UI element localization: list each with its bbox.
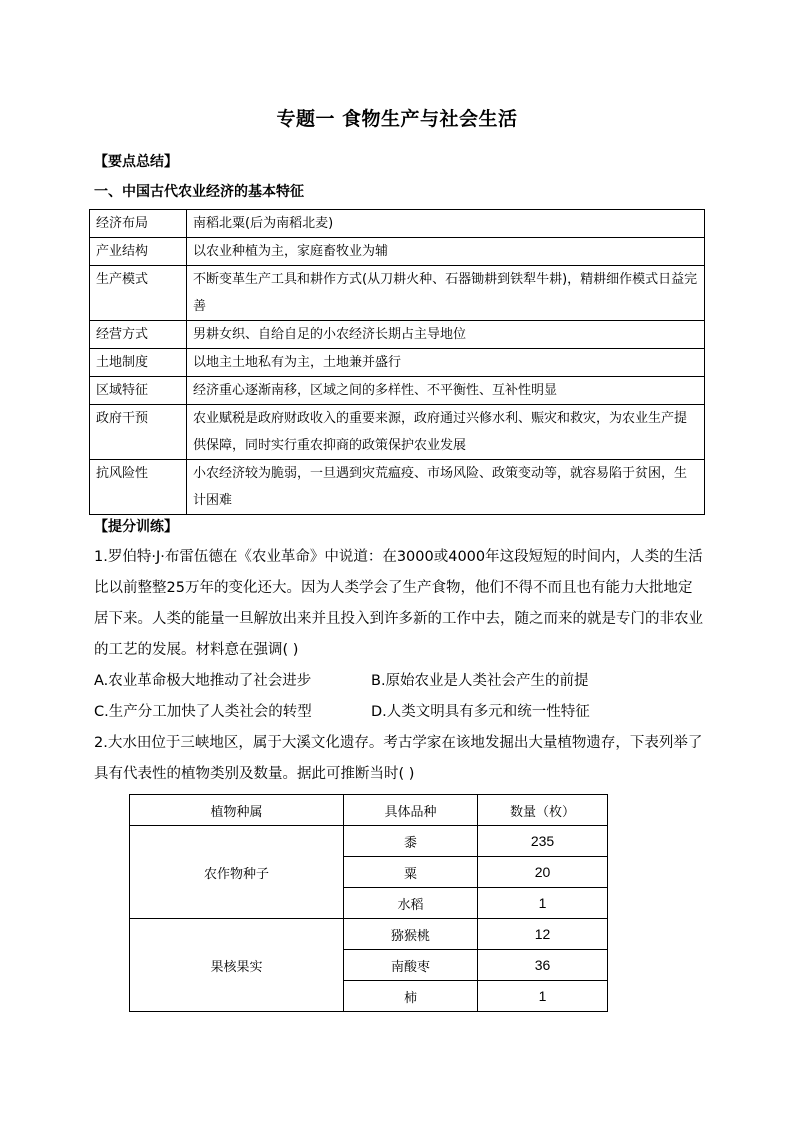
plant-table xyxy=(129,794,608,1012)
question-1 xyxy=(94,542,706,728)
question-stem: 1.罗伯特·J·布雷伍德在《农业革命》中说道：在3000或4000年这段短短的时间内，人类的生活比以前整整25万年的变化还大。因为人类学会了生产食物，他们不得不而且也有能力大批地定居下来。人类的能量一旦解放出来并且投入到许多新的工作中去，随之而来的就是专门的非农业的工艺的发展。材料意在强调( ) xyxy=(94,549,703,658)
option-a: A.农业革命极大地推动了社会进步 xyxy=(94,673,312,689)
table-row xyxy=(130,919,608,950)
category-cell: 果核果实 xyxy=(130,919,344,1012)
variety-cell: 粟 xyxy=(344,857,478,888)
summary-label: 【要点总结】 xyxy=(94,154,178,170)
practice-label: 【提分训练】 xyxy=(94,519,178,535)
page-title: 专题一 食物生产与社会生活 xyxy=(276,108,518,130)
category-cell: 农作物种子 xyxy=(130,826,344,919)
column-header: 具体品种 xyxy=(344,795,478,826)
table-row xyxy=(90,349,705,377)
table-row xyxy=(90,238,705,266)
variety-cell: 黍 xyxy=(344,826,478,857)
question-stem: 2.大水田位于三峡地区，属于大溪文化遗存。考古学家在该地发掘出大量植物遗存，下表列举了具有代表性的植物类别及数量。据此可推断当时( ) xyxy=(94,735,703,782)
option-d: D.人类文明具有多元和统一性特征 xyxy=(371,704,590,720)
summary-table xyxy=(89,209,705,515)
count-cell: 12 xyxy=(478,919,608,950)
table-row xyxy=(130,826,608,857)
row-value: 小农经济较为脆弱，一旦遇到灾荒瘟疫、市场风险、政策变动等，就容易陷于贫困，生计困难 xyxy=(187,460,705,515)
row-value: 经济重心逐渐南移，区域之间的多样性、不平衡性、互补性明显 xyxy=(187,377,705,405)
question-2 xyxy=(94,728,706,790)
count-cell: 20 xyxy=(478,857,608,888)
count-cell: 1 xyxy=(478,981,608,1012)
table-row xyxy=(90,321,705,349)
row-value: 不断变革生产工具和耕作方式(从刀耕火种、石器锄耕到铁犁牛耕)，精耕细作模式日益完善 xyxy=(187,266,705,321)
row-value: 以地主土地私有为主，土地兼并盛行 xyxy=(187,349,705,377)
row-key: 生产模式 xyxy=(90,266,187,321)
row-key: 抗风险性 xyxy=(90,460,187,515)
row-key: 区域特征 xyxy=(90,377,187,405)
section-heading: 一、中国古代农业经济的基本特征 xyxy=(94,184,304,200)
count-cell: 1 xyxy=(478,888,608,919)
row-value: 农业赋税是政府财政收入的重要来源，政府通过兴修水利、赈灾和救灾，为农业生产提供保障，同时实行重农抑商的政策保护农业发展 xyxy=(187,405,705,460)
table-row xyxy=(90,266,705,321)
row-value: 以农业种植为主，家庭畜牧业为辅 xyxy=(187,238,705,266)
row-key: 经济布局 xyxy=(90,210,187,238)
column-header: 数量（枚） xyxy=(478,795,608,826)
option-c: C.生产分工加快了人类社会的转型 xyxy=(94,704,312,720)
table-row xyxy=(90,460,705,515)
column-header: 植物种属 xyxy=(130,795,344,826)
table-row xyxy=(90,405,705,460)
row-key: 经营方式 xyxy=(90,321,187,349)
variety-cell: 猕猴桃 xyxy=(344,919,478,950)
table-row xyxy=(90,210,705,238)
option-b: B.原始农业是人类社会产生的前提 xyxy=(371,673,589,689)
row-value: 男耕女织、自给自足的小农经济长期占主导地位 xyxy=(187,321,705,349)
count-cell: 235 xyxy=(478,826,608,857)
variety-cell: 水稻 xyxy=(344,888,478,919)
row-key: 产业结构 xyxy=(90,238,187,266)
table-row xyxy=(90,377,705,405)
row-key: 土地制度 xyxy=(90,349,187,377)
table-header-row xyxy=(130,795,608,826)
row-key: 政府干预 xyxy=(90,405,187,460)
variety-cell: 南酸枣 xyxy=(344,950,478,981)
row-value: 南稻北粟(后为南稻北麦) xyxy=(187,210,705,238)
variety-cell: 柿 xyxy=(344,981,478,1012)
count-cell: 36 xyxy=(478,950,608,981)
